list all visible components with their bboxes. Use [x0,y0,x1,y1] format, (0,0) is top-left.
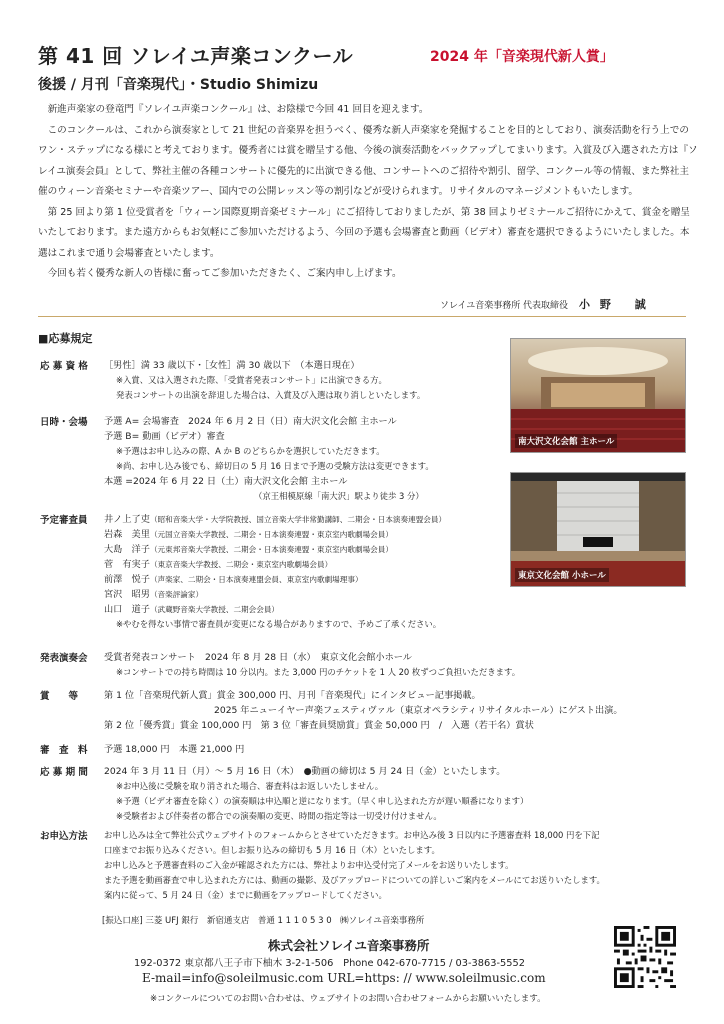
rule-note: 発表コンサートの出演を辞退した場合は、入賞及び入選は取り消しといたします。 [116,390,426,400]
intro-paragraph: このコンクールは、これから演奏家として 21 世紀の音楽界を担うべく、優秀な新人声楽家を発掘することを目的としており、演奏活動を行う上でのワン・ステップになる様にと考えております。優秀者には賞を贈呈する他、今後の演奏活動をバックアップしてまいります。入賞及び入選された方は『ソレイユ演奏会員』として、弊社主催の各種コンサートに優先的に出演できる他、コンサートへのご招待や割引、留学、コンクール等の情報、また弊社主催のウィーン音楽セミナーや音楽ツアー、国内での公開レッスン等の割引などが受けられます。リサイタルのマネージメントもいたします。 [38,124,698,197]
signature [440,296,656,312]
divider [38,316,686,317]
bank-account: [振込口座] 三菱 UFJ 銀行 新宿通支店 普通 1 1 1 0 5 3 0 ㈱ソレイユ音楽事務所 [102,916,425,926]
judge-affiliation: （武蔵野音楽大学教授、二期会会員） [149,605,280,614]
judge-name: 前澤 悦子 [104,574,150,585]
sponsor-line: 後援 / 月刊「音楽現代」・Studio Shimizu [38,77,319,93]
rule-text: お申し込みは全て弊社公式ウェブサイトのフォームからとさせていただきます。お申込み後 3 日以内に予選審査料 18,000 円を下記 [104,830,600,840]
rule-note: ※受験者および伴奏者の都合での演奏順の変更、時間の指定等は一切受け付けません。 [116,811,442,821]
rule-text: 予選 B= 動画（ビデオ）審査 [104,431,225,442]
company-address: 192-0372 東京都八王子市下柚木 3-2-1-506 Phone 042-670-7715 / 03-3863-5552 [134,958,525,969]
rule-note: ※コンサートでの持ち時間は 10 分以内。また 3,000 円のチケットを 1 人 20 枚ずつご負担いただきます。 [116,667,521,677]
contact-line[interactable]: E-mail=info@soleilmusic.com URL=https: // www.soleilmusic.com [142,971,546,985]
signature-name: 小野 誠 [578,298,656,311]
qr-code-icon[interactable] [614,926,676,988]
judge-affiliation: （東京音楽大学教授、二期会・東京室内歌劇場会員） [149,560,333,569]
intro-paragraph: 第 25 回より第 1 位受賞者を「ウィーン国際夏期音楽ゼミナール」にご招待しておりましたが、第 38 回よりゼミナールご招待にかえて、賞金を贈呈いたしております。また遠方からもお気軽にご参加いただけるよう、今回の予選も会場審査と動画（ビデオ）審査を選択できるようにいたしました。本選はこれまで通り会場審査といたします。 [38,206,690,259]
rule-text: 予選 18,000 円 本選 21,000 円 [104,744,245,755]
rule-label: 応 募 期 間 [40,767,88,778]
judge-name: 岩森 美里 [104,529,150,540]
judge-name: 宮沢 昭男 [104,589,150,600]
rule-text: 第 2 位「優秀賞」賞金 100,000 円 第 3 位「審査員奨励賞」賞金 50,000 円 / 入選（若干名）賞状 [104,720,534,731]
judge-affiliation: （元国立音楽大学教授、二期会・日本演奏連盟・東京室内歌劇場会員） [149,530,393,539]
rule-text: ［男性］満 33 歳以下・［女性］満 30 歳以下 （本選日現在） [104,360,360,371]
rule-label: 応 募 資 格 [40,361,88,372]
footer-note: ※コンクールについてのお問い合わせは、ウェブサイトのお問い合わせフォームからお願いいたします。 [150,994,546,1004]
rule-text: また予選を動画審査で申し込まれた方には、動画の撮影、及びアップロードについての詳しいご案内をメールにてお送りいたします。 [104,875,605,885]
rule-note: ※予選はお申し込みの際、A か B のどちらかを選択していただきます。 [116,446,385,456]
rule-text: 第 1 位「音楽現代新人賞」賞金 300,000 円、月刊「音楽現代」にインタビュー記事掲載。 [104,690,481,701]
rule-note: ※やむを得ない事情で審査員が変更になる場合がありますので、予めご了承ください。 [116,619,442,629]
rule-label: 発表演奏会 [40,653,88,664]
rule-text: 予選 A= 会場審査 2024 年 6 月 2 日（日）南大沢文化会館 主ホール [104,416,397,427]
rule-note: ※入賞、又は入選された際、「受賞者発表コンサート」に出演できる方。 [116,375,387,385]
judge-affiliation: （元東邦音楽大学教授、二期会・日本演奏連盟・東京室内歌劇場会員） [149,545,393,554]
intro-text [38,100,698,285]
judge-name: 大島 洋子 [104,544,150,555]
judge-name: 山口 道子 [104,604,150,615]
rule-label: お申込方法 [40,831,88,842]
award-title: 2024 年「音楽現代新人賞」 [430,49,614,65]
page-title: 第 41 回 ソレイユ声楽コンクール [38,44,354,68]
rule-label: 審 査 料 [40,745,88,756]
rule-note: ※尚、お申し込み後でも、締切日の 5 月 16 日まで予選の受験方法は変更できます。 [116,461,434,471]
judge-row [104,587,446,602]
judge-row [104,602,446,617]
rule-text: 2024 年 3 月 11 日（月）～ 5 月 16 日（木） ●動画の締切は 5 月 24 日（金）といたします。 [104,766,506,777]
rule-text: 案内に従って、5 月 24 日（金）までに動画をアップロードしてください。 [104,890,387,900]
rule-text: 本選 =2024 年 6 月 22 日（土）南大沢文化会館 主ホール [104,476,348,487]
company-name: 株式会社ソレイユ音楽事務所 [268,938,430,953]
hall-photo-tokyo-bunka [510,472,686,587]
rule-text: 受賞者発表コンサート 2024 年 8 月 28 日（水） 東京文化会館小ホール [104,652,412,663]
judge-row [104,557,446,572]
photo-caption: 南大沢文化会館 主ホール [515,434,617,448]
judge-name: 井ノ上了吏 [104,514,150,525]
rule-note: ※予選（ビデオ審査を除く）の演奏順は申込順と逆になります。（早く申し込まれた方が遅い順番になります） [116,796,529,806]
rule-label: 日時・会場 [40,417,88,428]
judge-name: 菅 有実子 [104,559,150,570]
intro-paragraph: 新進声楽家の登竜門『ソレイユ声楽コンクール』は、お陰様で今回 41 回目を迎えます。 [47,104,429,115]
photo-caption: 東京文化会館 小ホール [515,568,609,582]
hall-photo-minamiosawa [510,338,686,453]
rule-text: 2025 年ニューイヤー声楽フェスティヴァル（東京オペラシティリサイタルホール）にゲスト出演。 [214,705,623,716]
judge-row [104,512,446,527]
rule-note: （京王相模原線「南大沢」駅より徒歩 3 分） [254,491,424,501]
rule-note: ※お申込後に受験を取り消された場合、審査料はお返しいたしません。 [116,781,384,791]
judge-affiliation: （昭和音楽大学・大学院教授、国立音楽大学非常勤講師、二期会・日本演奏連盟会員） [149,515,447,524]
intro-paragraph: 今回も若く優秀な新人の皆様に奮ってご参加いただきたく、ご案内申し上げます。 [47,268,402,279]
rule-text: お申し込みと予選審査料のご入金が確認された方には、弊社よりお申込受付完了メールをお送りいたします。 [104,860,514,870]
rule-label: 賞 等 [40,691,79,702]
judge-affiliation: （音楽評論家） [149,590,204,599]
section-title: ■応募規定 [38,332,93,345]
signature-org: ソレイユ音楽事務所 代表取締役 [440,301,569,311]
rule-label: 予定審査員 [40,515,88,526]
judge-row [104,542,446,557]
rule-text: 口座までお振り込みください。但しお振り込みの締切も 5 月 16 日（木）といたします。 [104,845,440,855]
qr-code-icon [614,926,676,988]
judge-affiliation: （声楽家、二期会・日本演奏連盟会員、東京室内歌劇場理事） [149,575,363,584]
judge-row [104,572,446,587]
judge-row [104,527,446,542]
